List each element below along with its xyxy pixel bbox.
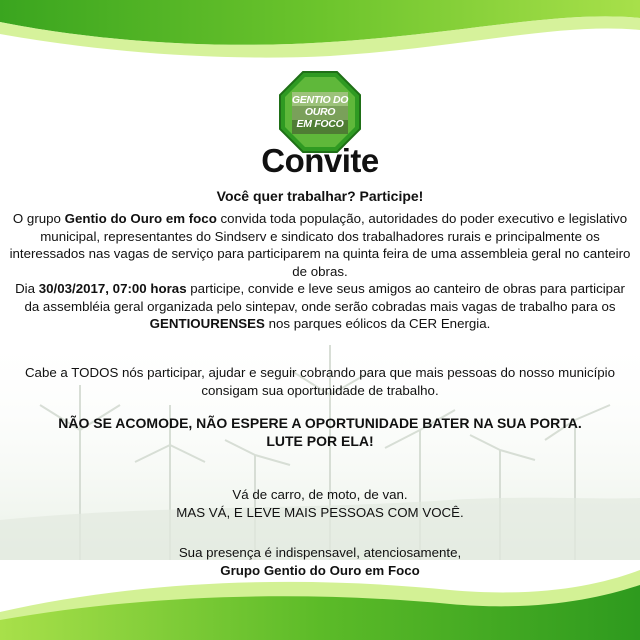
gentiourenses: GENTIOURENSES (149, 316, 265, 331)
logo-text (284, 94, 356, 130)
signature: Grupo Gentio do Ouro em Foco (220, 562, 420, 578)
paragraph-everyone: Cabe a TODOS nós participar, ajudar e seguir cobrando para que mais pessoas do nosso município consigam sua oportunidade de trabalho. (24, 365, 616, 398)
logo-line-1: GENTIO DO OURO (291, 94, 349, 118)
subtitle: Você quer trabalhar? Participe! (216, 188, 424, 204)
closing: Sua presença é indispensavel, atenciosamente, Grupo Gentio do Ouro em Foco (8, 544, 632, 579)
paragraph-call-to-action: NÃO SE ACOMODE, NÃO ESPERE A OPORTUNIDADE BATER NA SUA PORTA. LUTE POR ELA! (58, 415, 582, 449)
paragraph-transport: Vá de carro, de moto, de van. MAS VÁ, E LEVE MAIS PESSOAS COM VOCÊ. (176, 487, 464, 520)
event-datetime: 30/03/2017, 07:00 horas (38, 281, 187, 296)
group-name: Gentio do Ouro em foco (64, 211, 217, 226)
logo-line-2: EM FOCO (296, 118, 344, 130)
page-title: Convite (261, 142, 379, 179)
paragraph-invitation: O grupo Gentio do Ouro em foco convida toda população, autoridades do poder executivo e legislativo municipal, representantes do Sindserv e sindicato dos trabalhadores rurais e principalmente os interessados nas vagas de serviço para participarem na quinta feira de uma assembleia geral no canteiro de obras. Dia 30/03/2017, 07:00 horas participe, convide e leve seus amigos ao canteiro de obras para participar da assembléia geral organizada pelo sintepav, onde serão cobradas mais vagas de trabalho para os GENTIOURENSES nos parques eólicos da CER Energia. (9, 211, 631, 331)
